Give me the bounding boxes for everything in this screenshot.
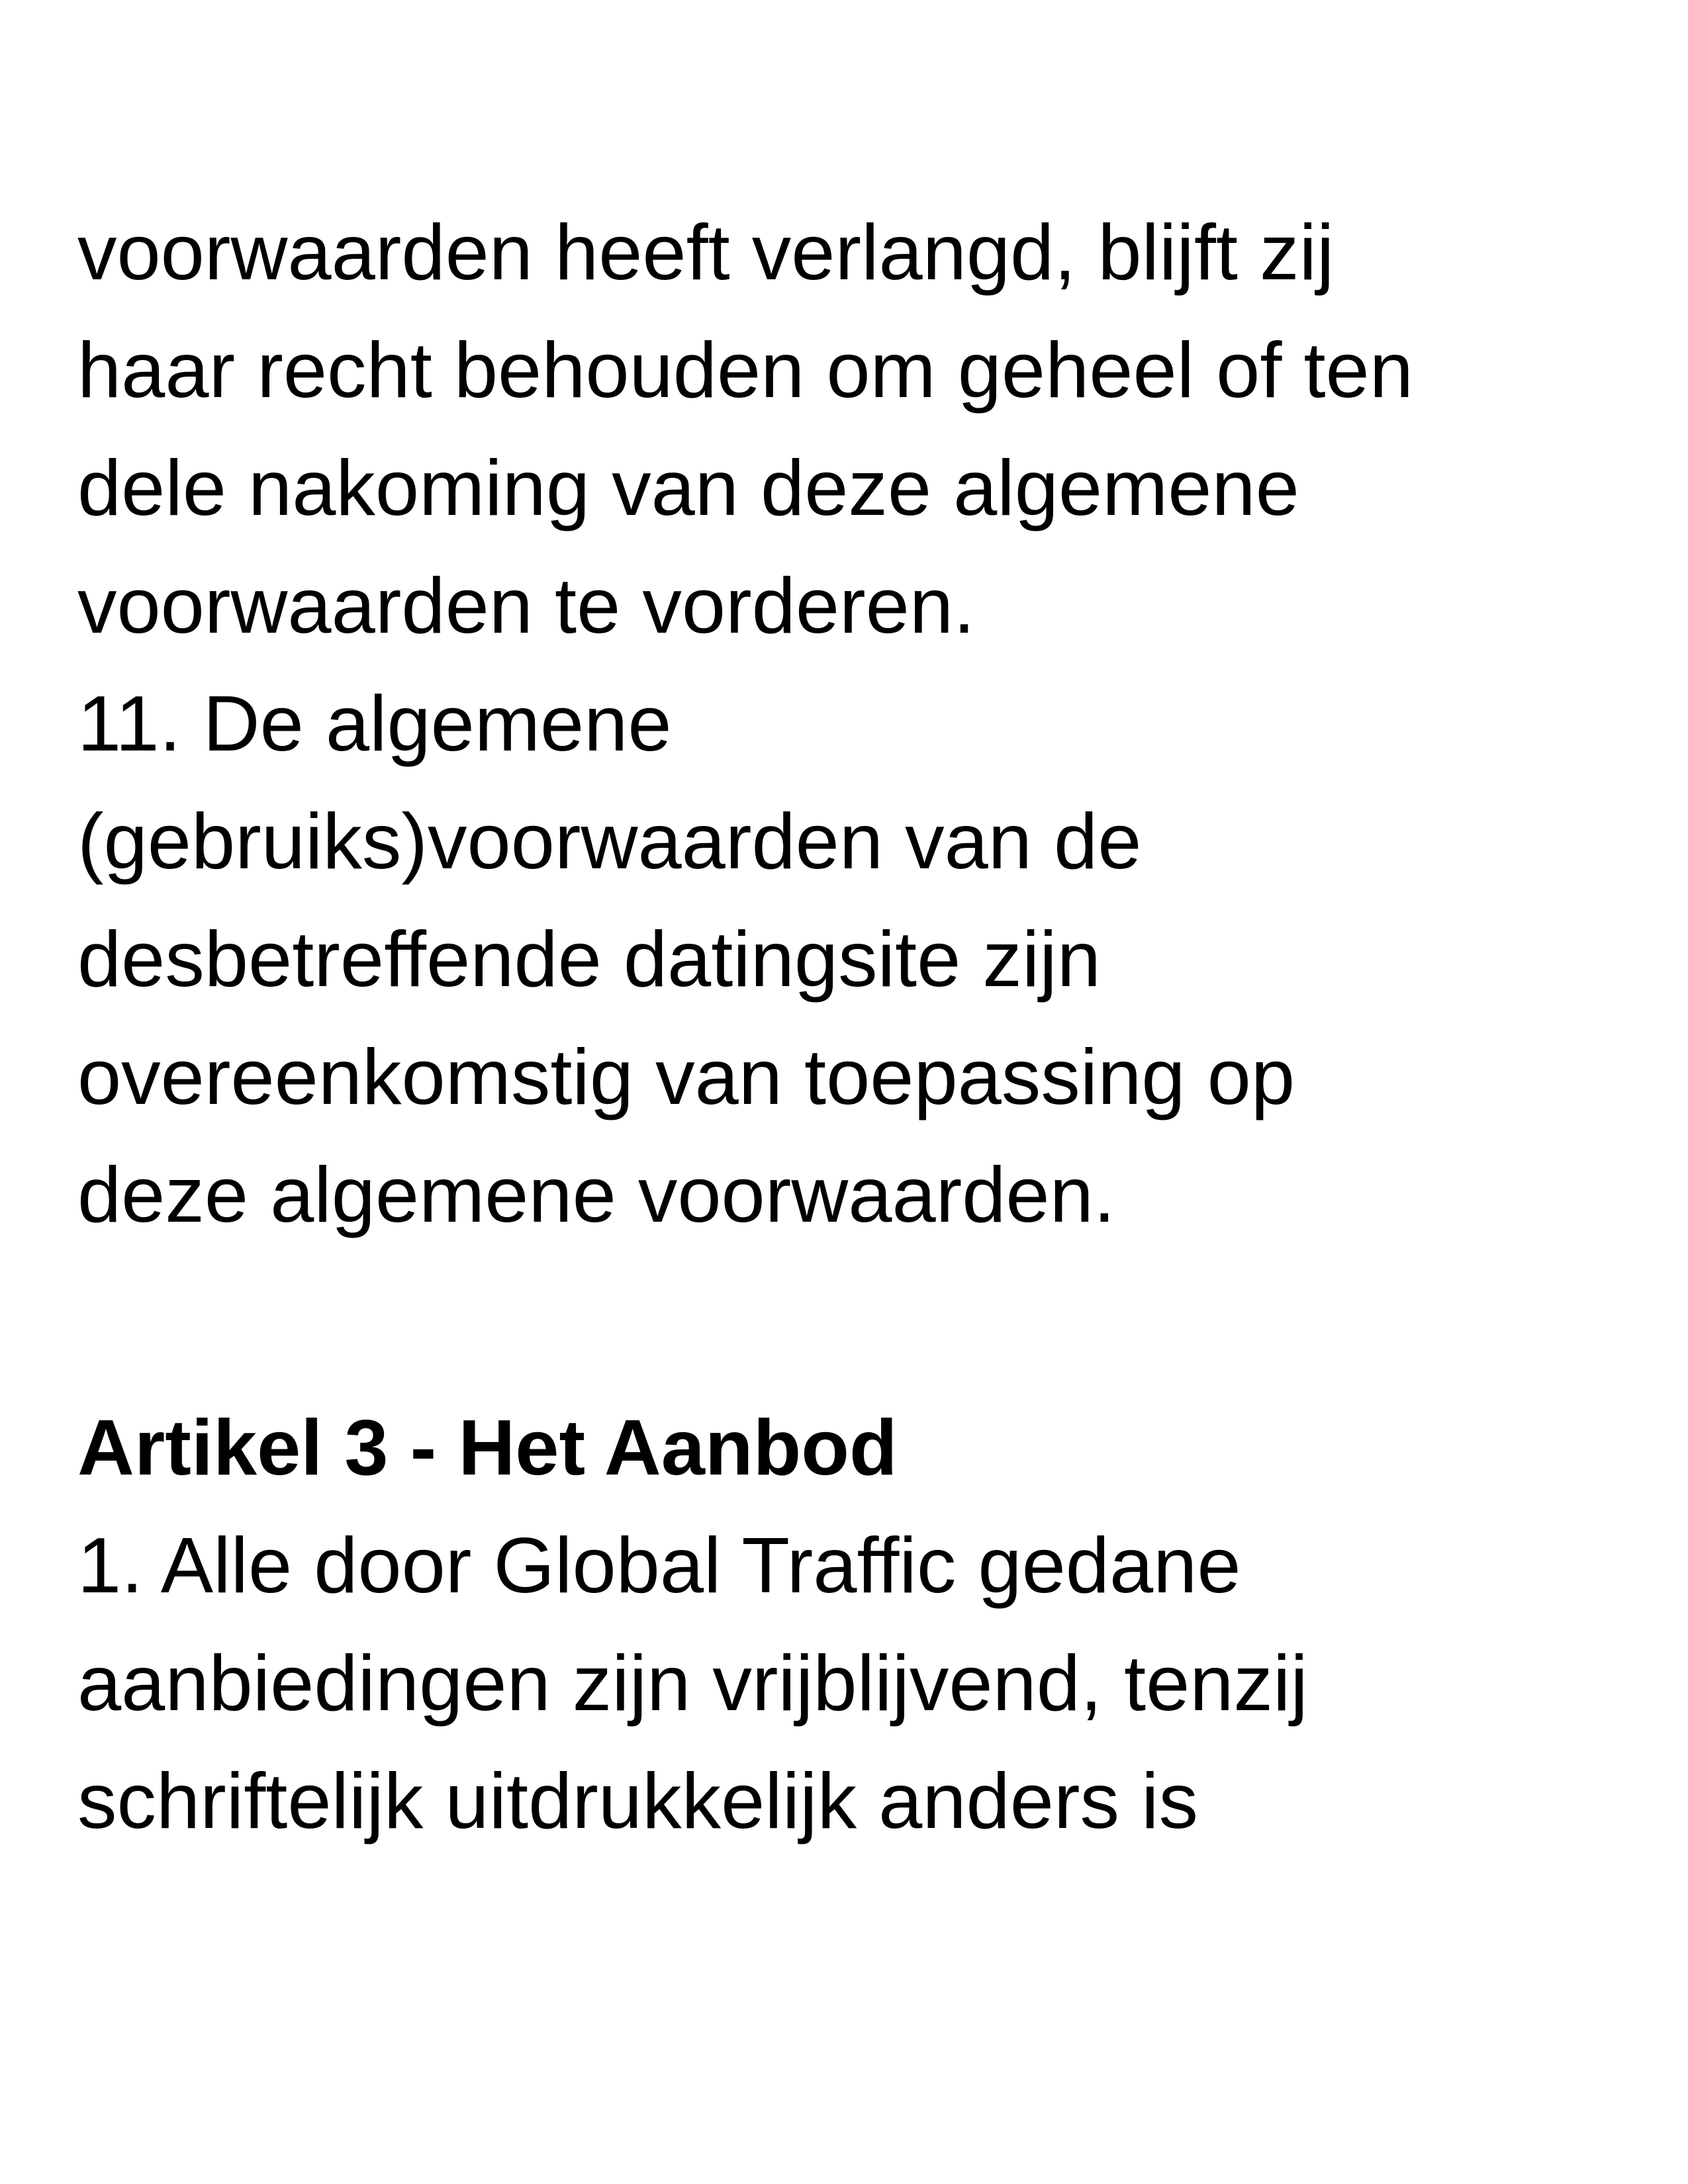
paragraph-line: voorwaarden te vorderen. [77,562,976,650]
paragraph-line: aanbiedingen zijn vrijblijvend, tenzij [77,1639,1308,1727]
paragraph-line: schriftelijk uitdrukkelijk anders is [77,1757,1199,1845]
paragraph-line: haar recht behouden om geheel of ten [77,326,1413,414]
section-heading: Artikel 3 - Het Aanbod [77,1404,898,1492]
paragraph-line: (gebruiks)voorwaarden van de [77,797,1142,886]
paragraph-line: dele nakoming van deze algemene [77,444,1299,532]
paragraph-line: voorwaarden heeft verlangd, blijft zij [77,208,1335,296]
paragraph-line: 11. De algemene [77,680,672,768]
paragraph-line: deze algemene voorwaarden. [77,1151,1115,1239]
paragraph-line: desbetreffende datingsite zijn [77,915,1101,1003]
paragraph-line: 1. Alle door Global Traffic gedane [77,1522,1241,1610]
paragraph-line: overeenkomstig van toepassing op [77,1033,1295,1121]
